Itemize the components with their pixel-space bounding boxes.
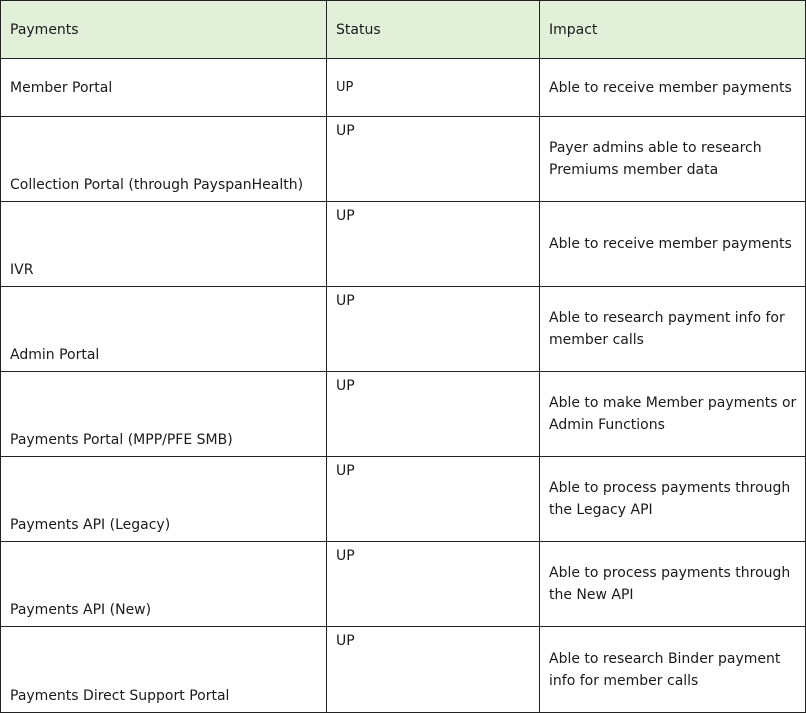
component-cell: Payments Direct Support Portal xyxy=(1,627,327,713)
impact-cell: Able to research payment info for member calls xyxy=(540,287,806,372)
status-cell: UP xyxy=(327,202,540,287)
table-row xyxy=(1,372,806,457)
status-cell: UP xyxy=(327,542,540,627)
component-cell: Collection Portal (through PayspanHealth) xyxy=(1,117,327,202)
impact-cell: Able to make Member payments or Admin Functions xyxy=(540,372,806,457)
status-cell: UP xyxy=(327,372,540,457)
status-cell: UP xyxy=(327,457,540,542)
header-row xyxy=(1,1,806,59)
header-status: Status xyxy=(327,1,540,59)
header-payments: Payments xyxy=(1,1,327,59)
table-row xyxy=(1,287,806,372)
component-cell: IVR xyxy=(1,202,327,287)
table-row xyxy=(1,627,806,713)
table-row xyxy=(1,542,806,627)
impact-cell: Able to receive member payments xyxy=(540,59,806,117)
status-cell: UP xyxy=(327,59,540,117)
component-cell: Admin Portal xyxy=(1,287,327,372)
table-row xyxy=(1,202,806,287)
component-cell: Member Portal xyxy=(1,59,327,117)
impact-cell: Able to process payments through the Legacy API xyxy=(540,457,806,542)
status-cell: UP xyxy=(327,287,540,372)
impact-cell: Payer admins able to research Premiums member data xyxy=(540,117,806,202)
status-cell: UP xyxy=(327,627,540,713)
impact-cell: Able to research Binder payment info for member calls xyxy=(540,627,806,713)
header-impact: Impact xyxy=(540,1,806,59)
table-row xyxy=(1,59,806,117)
impact-cell: Able to process payments through the New API xyxy=(540,542,806,627)
impact-cell: Able to receive member payments xyxy=(540,202,806,287)
table-row xyxy=(1,117,806,202)
component-cell: Payments API (Legacy) xyxy=(1,457,327,542)
component-cell: Payments API (New) xyxy=(1,542,327,627)
status-cell: UP xyxy=(327,117,540,202)
table-row xyxy=(1,457,806,542)
component-cell: Payments Portal (MPP/PFE SMB) xyxy=(1,372,327,457)
